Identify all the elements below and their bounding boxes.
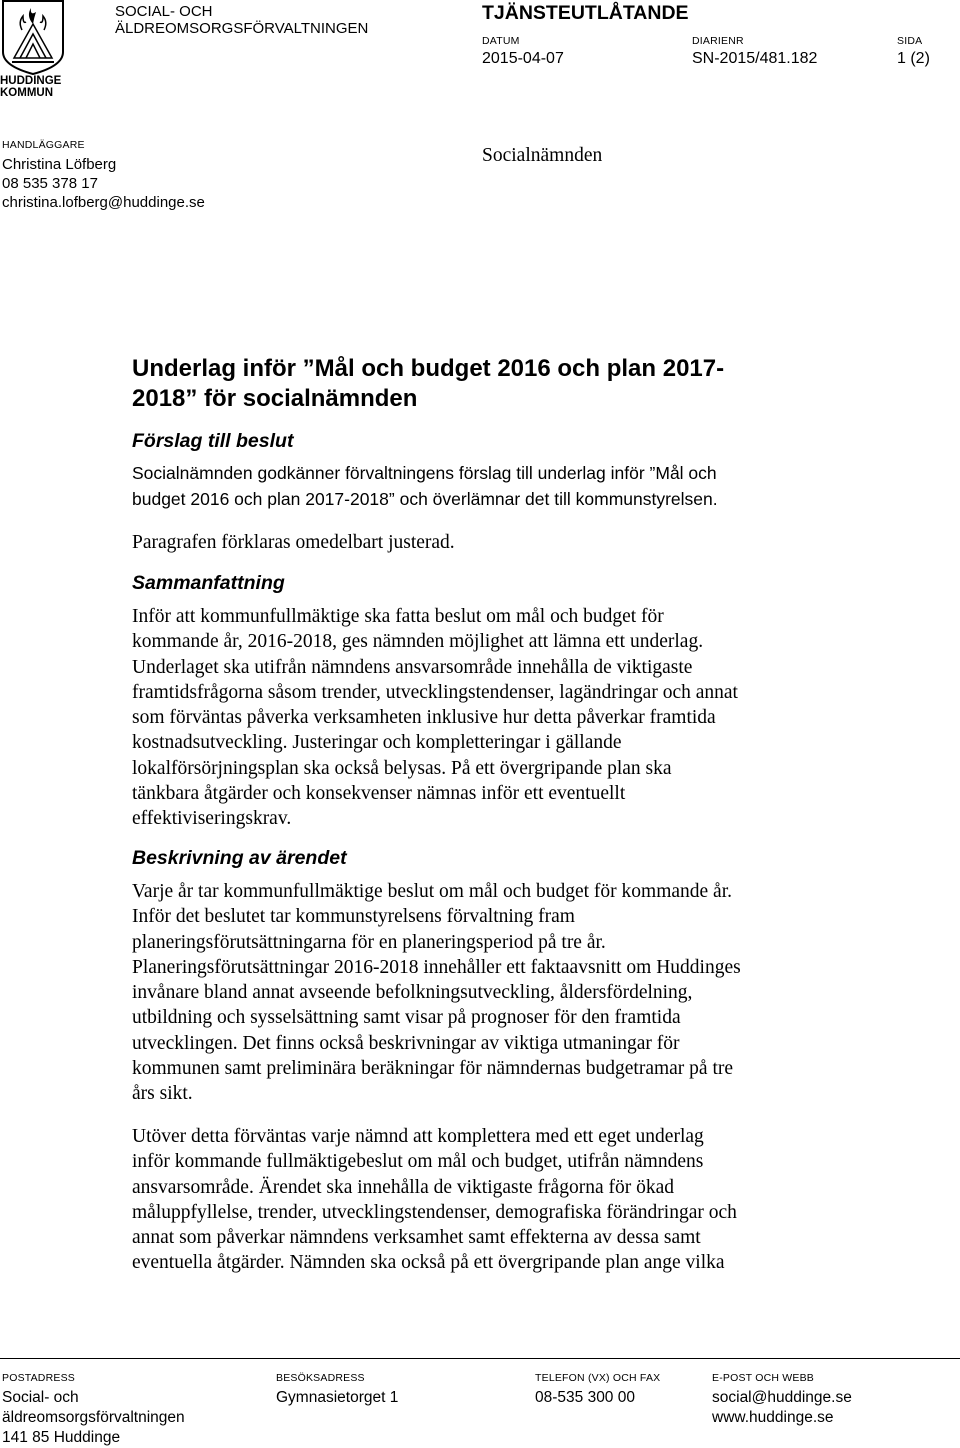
footer-postal-line-1: Social- och: [2, 1389, 79, 1406]
footer-postal-label: POSTADRESS: [2, 1372, 75, 1384]
footer-postal-line-3: 141 85 Huddinge: [2, 1429, 121, 1446]
description-p2-line-3: ansvarsområde. Ärendet ska innehålla de viktigaste frågorna för ökad: [132, 1176, 675, 1198]
summary-text: [132, 604, 738, 832]
page-label: SIDA: [897, 35, 923, 47]
proposal-line-1: Socialnämnden godkänner förvaltningens förslag till underlag inför ”Mål och: [132, 463, 717, 483]
description-p2-line-5: annat som påverkar nämndens verksamhet samt effekterna av dessa samt: [132, 1227, 701, 1249]
logo-text-line-1: HUDDINGE: [0, 75, 62, 87]
handler-phone: 08 535 378 17: [2, 175, 98, 192]
description-p2-line-1: Utöver detta förväntas varje nämnd att komplettera med ett eget underlag: [132, 1126, 704, 1147]
footer-email-link[interactable]: social@huddinge.se: [712, 1389, 852, 1406]
handler-name: Christina Löfberg: [2, 156, 117, 173]
footer-phone-label: TELEFON (VX) OCH FAX: [535, 1372, 661, 1384]
summary-line-9: effektiviseringskrav.: [132, 808, 292, 830]
diary-number-label: DIARIENR: [692, 35, 744, 47]
description-p1-line-4: Planeringsförutsättningar 2016-2018 innehåller ett faktaavsnitt om Huddinges: [132, 956, 741, 978]
summary-line-1: Inför att kommunfullmäktige ska fatta beslut om mål och budget för: [132, 606, 664, 627]
description-p1-line-7: utvecklingen. Det finns också beskrivningar av viktiga utmaningar för: [132, 1032, 680, 1054]
footer-phone-value: 08-535 300 00: [535, 1389, 635, 1406]
footer-web-link[interactable]: www.huddinge.se: [712, 1409, 834, 1426]
description-p1-line-6: utbildning och sysselsättning samt visar på prognoser för den framtida: [132, 1007, 681, 1029]
footer-divider: [0, 1358, 960, 1359]
diary-number-value: SN-2015/481.182: [692, 50, 818, 67]
handler-email[interactable]: christina.lofberg@huddinge.se: [2, 194, 205, 211]
organization-line-2: ÄLDREOMSORGSFÖRVALTNINGEN: [115, 20, 369, 37]
proposal-heading: Förslag till beslut: [132, 430, 294, 452]
proposal-line-2: budget 2016 och plan 2017-2018” och överlämnar det till kommunstyrelsen.: [132, 488, 718, 509]
summary-line-2: kommande år, 2016-2018, ges nämnden möjlighet att lämna ett underlag.: [132, 631, 704, 653]
huddinge-kommun-logo: [0, 0, 66, 104]
date-label: DATUM: [482, 35, 520, 47]
description-p1-line-1: Varje år tar kommunfullmäktige beslut om mål och budget för kommande år.: [132, 881, 733, 902]
description-p2-line-4: måluppfyllelse, trender, utvecklingstendenser, demografiska förändringar och: [132, 1201, 737, 1223]
title-line-1: Underlag inför ”Mål och budget 2016 och plan 2017-: [132, 355, 725, 382]
footer-email-label: E-POST OCH WEBB: [712, 1372, 814, 1384]
footer-visit-label: BESÖKSADRESS: [276, 1372, 365, 1384]
description-paragraph-2: [132, 1124, 737, 1276]
logo-text-line-2: KOMMUN: [0, 87, 54, 99]
summary-line-6: kostnadsutveckling. Justeringar och kompletteringar i gällande: [132, 732, 622, 754]
description-heading: Beskrivning av ärendet: [132, 847, 347, 869]
handler-details: [2, 155, 205, 212]
logo-text: [0, 75, 61, 99]
footer-visit-address: Gymnasietorget 1: [276, 1389, 399, 1406]
summary-line-5: som förväntas påverka verksamheten inklusive hur detta påverkar framtida: [132, 707, 716, 729]
summary-line-4: framtidsfrågorna såsom trender, utvecklingstendenser, lagändringar och annat: [132, 681, 738, 703]
organization-name: [115, 3, 368, 37]
page-value: 1 (2): [897, 50, 930, 67]
document-title: [132, 354, 724, 414]
description-p1-line-3: planeringsförutsättningarna för en planeringsperiod på tre år.: [132, 931, 606, 953]
description-p1-line-8: kommunen samt preliminära beräkningar för nämndernas budgetramar på tre: [132, 1058, 734, 1080]
recipient: Socialnämnden: [482, 145, 603, 166]
paragraph-note: Paragrafen förklaras omedelbart justerad.: [132, 532, 455, 553]
footer-contact: [712, 1388, 852, 1428]
description-p2-line-2: inför kommande fullmäktigebeslut om mål och budget, utifrån nämndens: [132, 1151, 704, 1173]
document-type: TJÄNSTEUTLÅTANDE: [482, 2, 689, 24]
organization-line-1: SOCIAL- OCH: [115, 3, 213, 20]
summary-line-8: tänkbara åtgärder och konsekvenser nämnas inför ett eventuellt: [132, 783, 626, 805]
handler-label: HANDLÄGGARE: [2, 139, 85, 151]
footer-postal-address: [2, 1388, 185, 1448]
title-line-2: 2018” för socialnämnden: [132, 385, 418, 412]
description-p1-line-9: års sikt.: [132, 1083, 193, 1105]
proposal-text: [132, 461, 718, 512]
description-paragraph-1: [132, 879, 741, 1107]
summary-line-3: Underlaget ska utifrån nämndens ansvarsområde innehålla de viktigaste: [132, 656, 693, 678]
description-p2-line-6: eventuella åtgärder. Nämnden ska också på ett övergripande plan ange vilka: [132, 1252, 725, 1274]
summary-line-7: lokalförsörjningsplan ska också belysas. På ett övergripande plan ska: [132, 757, 672, 779]
description-p1-line-2: Inför det beslutet tar kommunstyrelsens förvaltning fram: [132, 906, 575, 928]
summary-heading: Sammanfattning: [132, 572, 285, 594]
description-p1-line-5: invånare bland annat avseende befolkningsutveckling, åldersfördelning,: [132, 982, 693, 1004]
footer-postal-line-2: äldreomsorgsförvaltningen: [2, 1409, 185, 1426]
date-value: 2015-04-07: [482, 50, 564, 67]
